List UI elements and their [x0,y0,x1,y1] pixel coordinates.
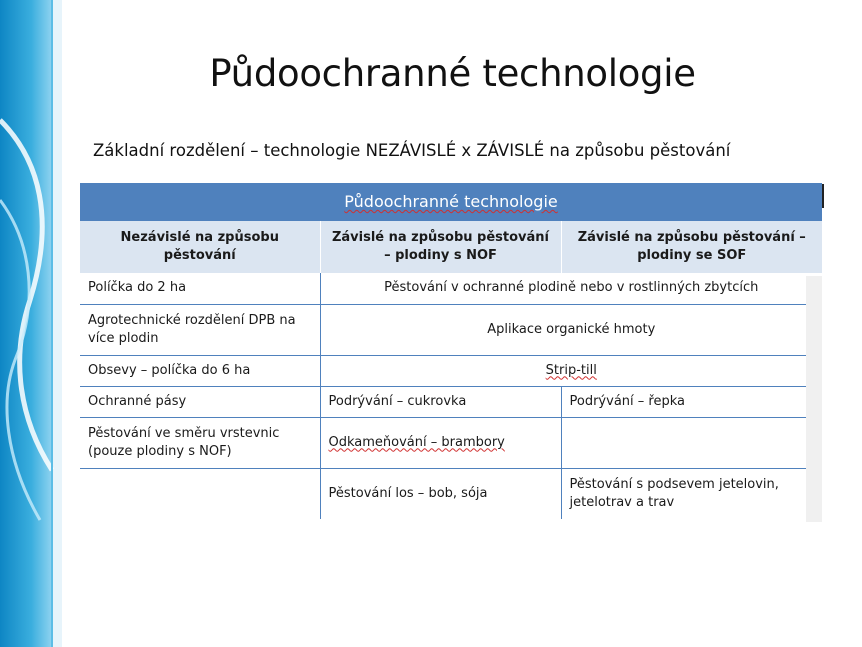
table-cell: Agrotechnické rozdělení DPB na více plodin [80,304,320,355]
table-cell: Pěstování s podsevem jetelovin, jetelotrav a trav [561,468,822,519]
table-row [80,273,822,304]
table-corner-mark [822,184,824,208]
table-cell: Podrývání – řepka [561,386,822,417]
table-row [80,386,822,417]
table-edge-shade [806,276,822,522]
table-header-title: Půdoochranné technologie [80,183,822,221]
slide-subtitle: Základní rozdělení – technologie NEZÁVISLÉ x ZÁVISLÉ na způsobu pěstování [93,141,731,160]
table-row [80,355,822,386]
table-cell [561,417,822,468]
side-wave-decoration [0,0,62,647]
table-cell: Pěstování ve směru vrstevnic (pouze plodiny s NOF) [80,417,320,468]
table-row [80,417,822,468]
table-cell [80,468,320,519]
column-header: Závislé na způsobu pěstování – plodiny se SOF [561,221,822,273]
table-row [80,468,822,519]
table-cell: Políčka do 2 ha [80,273,320,304]
table-cell: Pěstování v ochranné plodině nebo v rostlinných zbytcích [320,273,822,304]
table-row [80,304,822,355]
table-cell: Ochranné pásy [80,386,320,417]
table-cell: Odkameňování – brambory [320,417,561,468]
slide-title: Půdoochranné technologie [209,52,696,95]
column-header: Závislé na způsobu pěstování – plodiny s NOF [320,221,561,273]
table-cell: Obsevy – políčka do 6 ha [80,355,320,386]
table-cell: Aplikace organické hmoty [320,304,822,355]
table-cell: Pěstování los – bob, sója [320,468,561,519]
technology-table [80,183,824,519]
table-cell: Strip-till [320,355,822,386]
column-header: Nezávislé na způsobu pěstování [80,221,320,273]
table-cell: Podrývání – cukrovka [320,386,561,417]
